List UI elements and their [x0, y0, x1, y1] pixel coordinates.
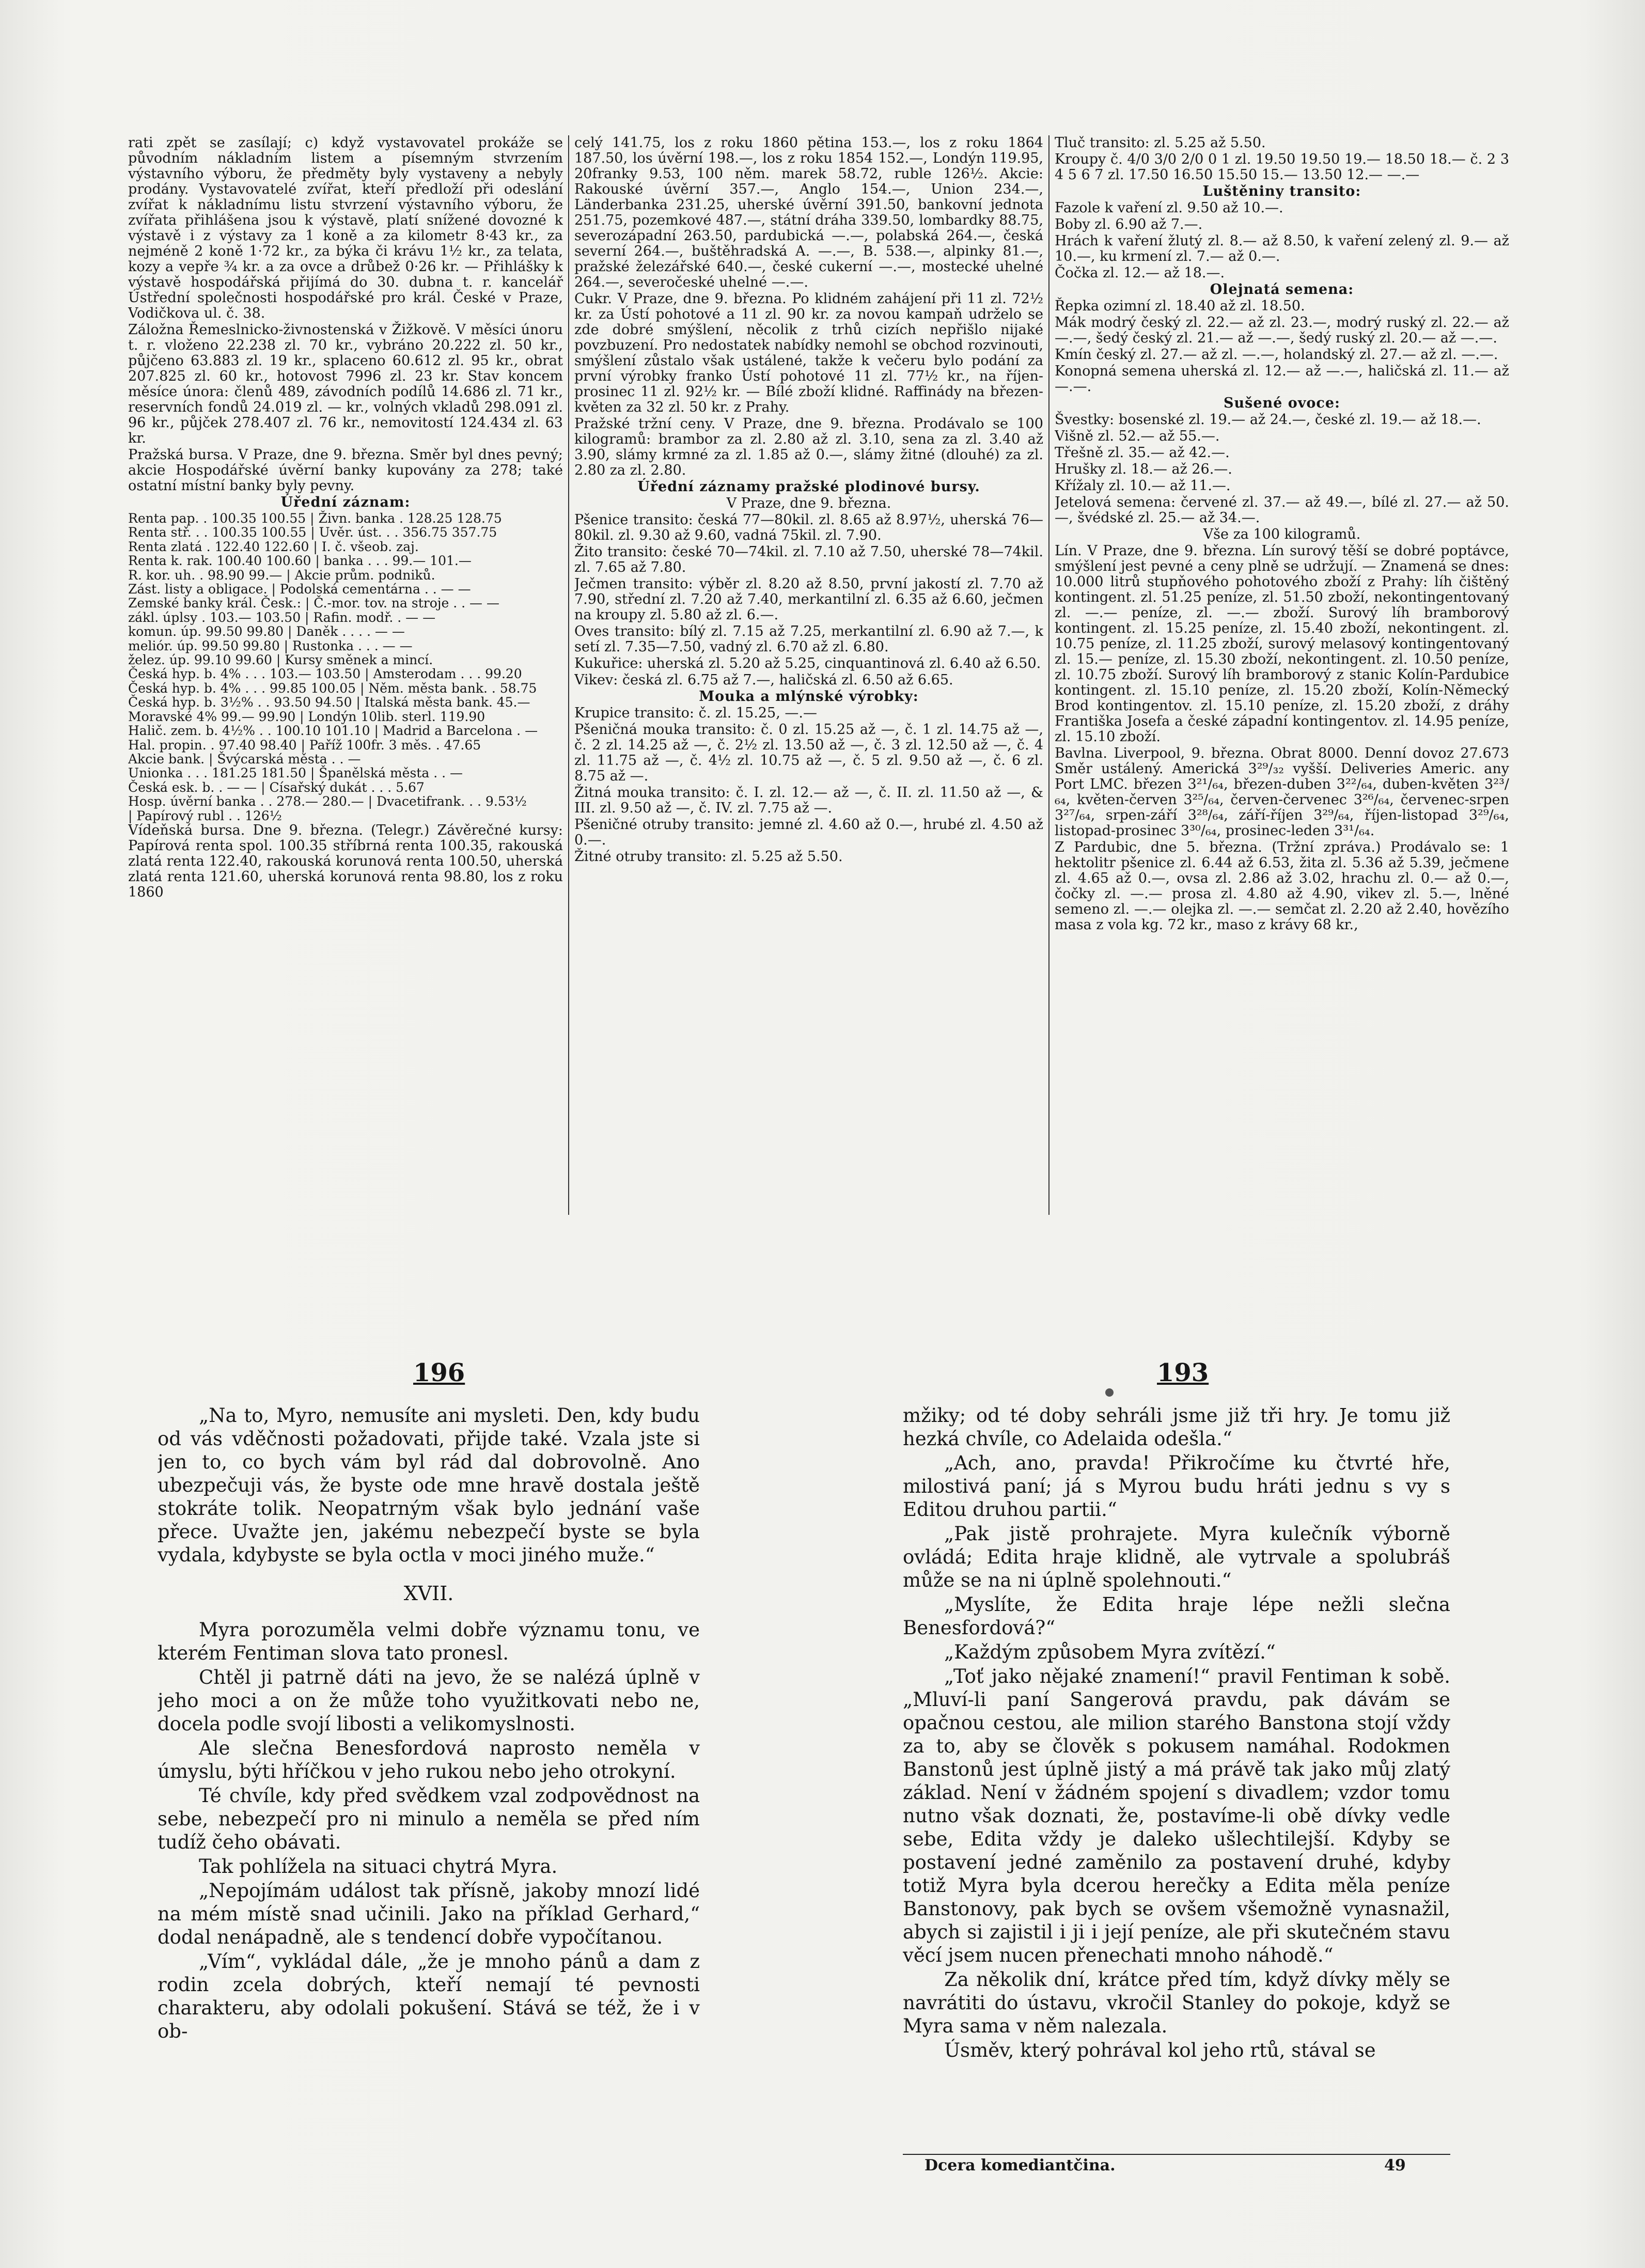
novel-paragraph: Ale slečna Benesfordová naprosto neměla v úmyslu, býti hříčkou v jeho rukou nebo jeho otrokyní. [158, 1737, 700, 1782]
exhibit-notice: rati zpět se zasílají; c) když vystavovatel prokáže se původním nákladním listem a písemným stvrzením výstavního výboru, že předměty byly vystaveny a nebyly prodány. Vystavovatelé zvířat, kteří předloží při odeslání zvířat k nákladnímu listu stvrzení výstavního výboru, že zvířata přihlášena jsou k výstavě, platí snížené dovozné k výstavě i z výstavy za 1 koně a za kilometr 8·43 kr., za nejméně 2 koně 1·72 kr., za býka či krávu 1½ kr., za telata, kozy a vepře ¾ kr. a za ovce a drůbež 0·26 kr. — Přihlášky k výstavě hospodářská přijímá do 30. dubna t. r. kancelář Ústřední společnosti hospodářské pro král. České v Praze, Vodičkova ul. č. 38. [128, 135, 563, 321]
exchange-row: Česká hyp. b. 3½% . . 93.50 94.50 | Italská města bank. 45.— [128, 695, 530, 710]
spirit-report: Lín. V Praze, dne 9. března. Lín surový těší se dobré poptávce, smýšlení jest pevné a ceny plně se udržují. — Znamená se dnes: 10.000 litrů stupňového pohotového zboží z Prahy: líh čištěný kontingent. zl. 51.25 peníze, zl. 51.50 zboží, nekontingentovaný zl. —.— peníze, zl. —.— zboží. Surový líh bramborový kontingent. zl. 15.25 peníze, zl. 15.40 zboží, nekontingent. zl. 10.75 peníze, zl. 11.25 zboží, surový melasový kontingentovaný zl. 15.— peníze, zl. 15.30 zboží, nekontingent. zl. 10.50 peníze, zl. 10.75 zboží. Surový líh bramborový z stanic Kolín-Pardubice kontingent. zl. 15.10 peníze, zl. 15.20 zboží, Kolín-Německý Brod kontingentov. zl. 15.10 peníze, zl. 15.20 zboží, z dráhy Františka Josefa a české západní kontingentov. zl. 14.95 peníze, zl. 15.10 zboží. [1055, 543, 1509, 745]
exchange-row: Unionka . . . 181.25 181.50 | Španělská města . . — [128, 765, 463, 781]
rye-flour-price: Žitná mouka transito: č. I. zl. 12.— až —, č. II. zl. 11.50 až —, & III. zl. 9.50 až —, č. IV. zl. 7.75 až —. [574, 785, 1043, 816]
news-column-right [1055, 135, 1509, 1235]
footer-signature-number: 49 [1384, 2156, 1406, 2175]
footer-book-title: Dcera komediantčina. [925, 2156, 1116, 2175]
exchange-row: meliór. úp. 99.50 99.80 | Rustonka . . . — — [128, 638, 413, 653]
rapeseed-price: Řepka ozimní zl. 18.40 až zl. 18.50. [1055, 298, 1305, 314]
novel-paragraph: Myra porozuměla velmi dobře významu tonu, ve kterém Fentiman slova tato pronesl. [158, 1619, 700, 1664]
sugar-report: Cukr. V Praze, dne 9. března. Po klidném zahájení při 11 zl. 72½ kr. za Ústí pohotové a 11 zl. 90 kr. za novou kampaň udrželo se zde dobré smýšlení, něcolik z trhů cizích nepřišlo nijaké povzbuzení. Pro nedostatek nabídky nemohl se obchod rozvinouti, smýšlení zůstalo však ustálené, takže k večeru bylo podání za první výrobky franko Ústí pohotové 11 zl. 77½ kr., na říjen-prosinec 11 zl. 92½ kr. — Bílé zboží klidné. Raffinády na březen-květen za 32 zl. 50 kr. z Prahy. [574, 291, 1043, 415]
novel-paragraph: Tak pohlížela na situaci chytrá Myra. [199, 1855, 558, 1878]
novel-paragraph: „Nepojímám událost tak přísně, jakoby mnozí lidé na mém místě snad učinili. Jako na příklad Gerhard,“ dodal nenápadně, ale s tendencí dobře vypočítanou. [158, 1880, 700, 1948]
novel-paragraph: „Toť jako nějaké znamení!“ pravil Fentiman k sobě. „Mluví-li paní Sangerová pravdu, pak dávám se opačnou cestou, ale milion starého Banstona stojí vždy za to, aby se člověk s pokusem namáhal. Rodokmen Banstonů jest úplně jistý a má právě tak jako můj zlatý základ. Není v žádném spojení s divadlem; vzdor tomu nutno však doznati, že, postavíme-li obě dívky vedle sebe, Edita vždy je daleko ušlechtilejší. Kdyby se postavení jedné zaměnilo za postavení druhé, kdyby totiž Myra byla dcerou herečky a Edita měla peníze Banstonovy, pak bych se ovšem všemožně vynasnažil, abych si zajistil i ji i její peníze, ale při skutečném stavu věcí jsem nucen přenechati mnoho náhodě.“ [903, 1665, 1450, 1966]
vienna-exchange-continued: celý 141.75, los z roku 1860 pětina 153.—, los z roku 1864 187.50, los úvěrní 198.—, los z roku 1854 152.—, Londýn 119.95, 20franky 9.53, 100 něm. marek 58.72, ruble 126½. Akcie: Rakouské úvěrní 357.—, Anglo 154.—, Union 234.—, Länderbanka 231.25, uherské úvěrní 391.50, bankovní jednota 251.75, pozemkové 487.—, státní dráha 339.50, lombardky 88.75, severozápadní 263.50, pardubická —.—, polabská 264.—, česká severní 264.—, buštěhradská A. —.—, B. 538.—, alpinky 81.—, pražské železářské 640.—, české cukerní —.—, mostecké uhelné 264.—, severočeské uhelné —.—. [574, 135, 1043, 290]
cotton-report: Bavlna. Liverpool, 9. března. Obrat 8000. Denní dovoz 27.673 Směr ustálený. Americká 3²⁹/₃₂ vyšší. Deliveries Americ. any Port LMC. březen 3²¹/₆₄, březen-duben 3²²/₆₄, duben-květen 3²³/₆₄, květen-červen 3²⁵/₆₄, červen-červenec 3²⁶/₆₄, červenec-srpen 3²⁷/₆₄, srpen-září 3²⁸/₆₄, září-říjen 3²⁹/₆₄, říjen-listopad 3²⁹/₆₄, listopad-prosinec 3³⁰/₆₄, prosinec-leden 3³¹/₆₄. [1055, 745, 1509, 839]
exchange-row: R. kor. uh. . 98.90 99.— | Akcie prům. podniků. [128, 567, 435, 583]
cherries-price: Třešně zl. 35.— až 42.—. [1055, 445, 1230, 461]
poppy-price: Mák modrý český zl. 22.— až zl. 23.—, modrý ruský zl. 22.— až —.—, šedý český zl. 21.— až —.—, šedý ruský zl. 20.— až —.—. [1055, 315, 1509, 346]
wheat-bran-price: Pšeničné otruby transito: jemné zl. 4.60 až 0.—, hrubé zl. 4.50 až 0.—. [574, 817, 1043, 848]
novel-paragraph: „Myslíte, že Edita hraje lépe nežli slečna Benesfordová?“ [903, 1593, 1450, 1639]
flour-heading: Mouka a mlýnské výrobky: [699, 689, 919, 705]
dried-fruit-heading: Sušené ovoce: [1223, 395, 1340, 411]
news-column-middle [574, 135, 1043, 1235]
exchange-row: želez. úp. 99.10 99.60 | Kursy směnek a mincí. [128, 652, 433, 668]
exchange-row: Moravské 4% 99.— 99.90 | Londýn 10lib. sterl. 119.90 [128, 709, 485, 724]
vetch-price: Vikev: česká zl. 6.75 až 7.—, haličská zl. 6.50 až 6.65. [574, 672, 953, 688]
novel-paragraph: „Ach, ano, pravda! Přikročíme ku čtvrté hře, milostivá paní; já s Myrou budu hráti jednu s vy s Editou druhou partii.“ [903, 1452, 1450, 1521]
barley-price: Ječmen transito: výběr zl. 8.20 až 8.50, první jakostí zl. 7.70 až 7.90, střední zl. 7.20 až 7.40, merkantilní zl. 6.35 až 6.60, ječmen na kroupy zl. 5.80 až zl. 6.—. [574, 576, 1043, 623]
novel-paragraph: Za několik dní, krátce před tím, když dívky měly se navrátiti do ústavu, vkročil Stanley do pokoje, když se Myra sama v něm nalezala. [903, 1968, 1450, 2037]
punch-mark [1105, 1388, 1114, 1397]
exchange-row: Česká hyp. b. 4% . . . 99.85 100.05 | Něm. města bank. . 58.75 [128, 680, 537, 696]
exchange-row: Česká esk. b. . — — | Císařský dukát . . . 5.67 [128, 779, 425, 795]
exchange-row: Zemské banky král. Česk.: | Č.-mor. tov. na stroje . . — — [128, 596, 499, 611]
exchange-row: Akcie bank. | Švýcarská města . . — [128, 751, 361, 767]
oats-price: Oves transito: bílý zl. 7.15 až 7.25, merkantilní zl. 6.90 až 7.—, k setí zl. 7.35—7.50, vadný zl. 6.70 až zl. 6.80. [574, 623, 1043, 655]
sour-cherries-price: Višně zl. 52.— až 55.—. [1055, 428, 1220, 444]
exchange-row: Hosp. úvěrní banka . . 278.— 280.— | Dvacetifrank. . . 9.53½ [128, 794, 527, 809]
rye-bran-price: Žitné otruby transito: zl. 5.25 až 5.50. [574, 849, 843, 865]
column-divider [568, 135, 569, 1215]
exchange-row: komun. úp. 99.50 99.80 | Daněk . . . . — — [128, 624, 405, 639]
semolina-price: Krupice transito: č. zl. 15.25, —.— [574, 705, 817, 721]
news-column-left [128, 135, 563, 1235]
oilseeds-heading: Olejnatá semena: [1210, 281, 1354, 298]
hemp-seed-price: Konopná semena uherská zl. 12.— až —.—, haličská zl. 11.— až —.—. [1055, 363, 1509, 395]
lentils-price: Čočka zl. 12.— až 18.—. [1055, 265, 1225, 281]
beans-price: Fazole k vaření zl. 9.50 až 10.—. [1055, 200, 1283, 216]
novel-paragraph: Té chvíle, kdy před svědkem vzal zodpovědnost na sebe, nebezpečí pro ni minulo a neměla se před ním tudíž čeho obávati. [158, 1785, 700, 1853]
novel-paragraph: „Vím“, vykládal dále, „že je mnoho pánů a dam z rodin zcela dobrých, kteří nemají té pevnosti charakteru, aby odolali pokušení. Stává se též, že i v ob- [158, 1950, 700, 2042]
exchange-row: Česká hyp. b. 4% . . . 103.— 103.50 | Amsterodam . . . 99.20 [128, 666, 522, 682]
produce-exchange-title: Úřední záznamy pražské plodinové bursy. [637, 479, 980, 495]
plums-price: Švestky: bosenské zl. 19.— až 24.—, české zl. 19.— až 18.—. [1055, 412, 1481, 428]
peas-price: Hrách k vaření žlutý zl. 8.— až 8.50, k vaření zelený zl. 9.— až 10.—, ku krmení zl. 7.— až 0.—. [1055, 233, 1509, 264]
exchange-row: Halič. zem. b. 4½% . . 100.10 101.10 | Madrid a Barcelona . — [128, 723, 538, 739]
exchange-row: Renta k. rak. 100.40 100.60 | banka . . . 99.— 101.— [128, 553, 472, 569]
zalozna-report: Záložna Řemeslnicko-živnostenská v Žižkově. V měsíci únoru t. r. vloženo 22.238 zl. 70 kr., vybráno 20.222 zl. 50 kr., půjčeno 63.883 zl. 19 kr., splaceno 60.612 zl. 95 kr., obrat 207.825 zl. 60 kr., hotovost 7996 zl. 23 kr. Stav koncem měsíce února: členů 489, závodních podílů 14.686 zl. 71 kr., reservních fondů 24.019 zl. — kr., volných vkladů 298.091 zl. 96 kr., půjček 278.407 zl. 76 kr., nemovitostí 124.434 zl. 63 kr. [128, 322, 563, 446]
novel-paragraph: Chtěl ji patrně dáti na jevo, že se nalézá úplně v jeho moci a on že může toho využitkovati nebo ne, docela podle svojí libosti a velikomyslnosti. [158, 1666, 700, 1735]
exchange-row: Renta pap. . 100.35 100.55 | Živn. banka . 128.25 128.75 [128, 511, 502, 526]
novel-paragraph: „Pak jistě prohrajete. Myra kulečník výborně ovládá; Edita hraje klidně, ale vytrvale a spolubráš může se na ni úplně spolehnouti.“ [903, 1523, 1450, 1591]
vienna-exchange-report: Vídeňská bursa. Dne 9. března. (Telegr.) Závěrečné kursy: Papírová renta spol. 100.35 stříbrná renta 100.35, rakouská zlatá renta 122.40, rakouská korunová renta 100.50, uherská zlatá renta 121.60, uherská korunová renta 98.80, los z roku 1860 [128, 822, 563, 900]
page-number-right: 193 [1157, 1358, 1209, 1387]
rye-price: Žito transito: české 70—74kil. zl. 7.10 až 7.50, uherské 78—74kil. zl. 7.65 až 7.80. [574, 544, 1043, 575]
novel-page-left [158, 1404, 700, 2210]
column-divider [1048, 135, 1049, 1215]
wheat-flour-price: Pšeničná mouka transito: č. 0 zl. 15.25 až —, č. 1 zl. 14.75 až —, č. 2 zl. 14.25 až —, č. 2½ zl. 13.50 až —, č. 3 zl. 12.50 až —, č. 4 zl. 11.75 až —, č. 4½ zl. 10.75 až —, č. 5 zl. 9.50 až —, č. 6 zl. 8.75 až —. [574, 722, 1043, 784]
page-number-left: 196 [413, 1358, 465, 1387]
chapter-heading: XVII. [403, 1582, 454, 1605]
legumes-heading: Luštěniny transito: [1202, 183, 1361, 199]
pears-price: Hrušky zl. 18.— až 26.—. [1055, 461, 1232, 477]
produce-exchange-date: V Praze, dne 9. března. [726, 495, 891, 511]
exchange-row: | Papírový rubl . . 126½ [128, 808, 282, 823]
caraway-price: Kmín český zl. 27.— až zl. —.—, holandský zl. 27.— až zl. —.—. [1055, 347, 1498, 363]
wheat-price: Pšenice transito: česká 77—80kil. zl. 8.65 až 8.97½, uherská 76—80kil. zl. 9.30 až 9.60, vadná 75kil. zl. 7.90. [574, 512, 1043, 543]
clover-seed-price: Jetelová semena: červené zl. 37.— až 49.—, bílé zl. 27.— až 50.—, švédské zl. 25.— až 34.—. [1055, 494, 1509, 526]
groats-price: Kroupy č. 4/0 3/0 2/0 0 1 zl. 19.50 19.50 19.— 18.50 18.— č. 2 3 4 5 6 7 zl. 17.50 16.50 15.50 15.— 13.50 12.— —.— [1055, 151, 1509, 183]
broad-beans-price: Boby zl. 6.90 až 7.—. [1055, 216, 1203, 232]
exchange-row: zákl. úplsy . 103.— 103.50 | Rafin. modř. . — — [128, 609, 436, 625]
apple-slices-price: Křížaly zl. 10.— až 11.—. [1055, 478, 1231, 494]
tluc-price: Tluč transito: zl. 5.25 až 5.50. [1055, 135, 1266, 151]
exchange-table [128, 511, 563, 823]
novel-paragraph: mžiky; od té doby sehráli jsme již tři hry. Je tomu již hezká chvíle, co Adelaida odešla.“ [903, 1404, 1450, 1450]
exchange-row: Zást. listy a obligace. | Podolská cementárna . . — — [128, 582, 471, 597]
prague-exchange-report: Pražská bursa. V Praze, dne 9. března. Směr byl dnes pevný; akcie Hospodářské úvěrní banky kupovány za 278; také ostatní místní banky byly pevny. [128, 447, 563, 494]
novel-page-right [903, 1404, 1450, 2150]
pardubice-report: Z Pardubic, dne 5. března. (Tržní zpráva.) Prodávalo se: 1 hektolitr pšenice zl. 6.44 až 6.53, žita zl. 5.36 až 5.39, ječmene zl. 4.65 až 0.—, ovsa zl. 2.86 až 3.02, hrachu zl. 0.— až 0.—, čočky zl. —.— prosa zl. 4.80 až 4.90, vikev zl. 5.—, lněné semeno zl. —.— olejka zl. —.— semčat zl. 2.20 až 2.40, hovězího masa z vola kg. 72 kr., maso z krávy 68 kr., [1055, 839, 1509, 933]
exchange-row: Renta stř. . . 100.35 100.55 | Uvěr. úst. . . 356.75 357.75 [128, 525, 497, 540]
novel-paragraph: „Na to, Myro, nemusíte ani mysleti. Den, kdy budu od vás vděčnosti požadovati, přijde také. Vzala jste si jen to, co bych vám byl rád dal dobrovolně. Ano ubezpečuji vás, že byste ode mne hravě dostala ještě stokráte tolik. Neopatrným však bylo jednání vaše přece. Uvažte jen, jakému nebezpečí byste se byla vydala, kdybyste se byla octla v moci jiného muže.“ [158, 1404, 700, 1566]
novel-paragraph: Úsměv, který pohrával kol jeho rtů, stával se [944, 2039, 1376, 2061]
per-100kg-note: Vše za 100 kilogramů. [1203, 526, 1361, 542]
footer-rule [903, 2154, 1450, 2155]
market-prices-report: Pražské tržní ceny. V Praze, dne 9. března. Prodávalo se 100 kilogramů: brambor za zl. 2.80 až zl. 3.10, sena za zl. 3.40 až 3.90, slámy krmné za zl. 1.85 až 0.—, slámy žitné (dlouhé) za zl. 2.80 za zl. 2.80. [574, 416, 1043, 478]
corn-price: Kukuřice: uherská zl. 5.20 až 5.25, cinquantinová zl. 6.40 až 6.50. [574, 655, 1041, 671]
exchange-row: Hal. propin. . 97.40 98.40 | Paříž 100fr. 3 měs. . 47.65 [128, 737, 481, 753]
novel-paragraph: „Každým způsobem Myra zvítězí.“ [944, 1641, 1276, 1663]
official-record-title: Úřední záznam: [280, 494, 411, 510]
exchange-row: Renta zlatá . 122.40 122.60 | I. č. všeob. zaj. [128, 539, 419, 554]
